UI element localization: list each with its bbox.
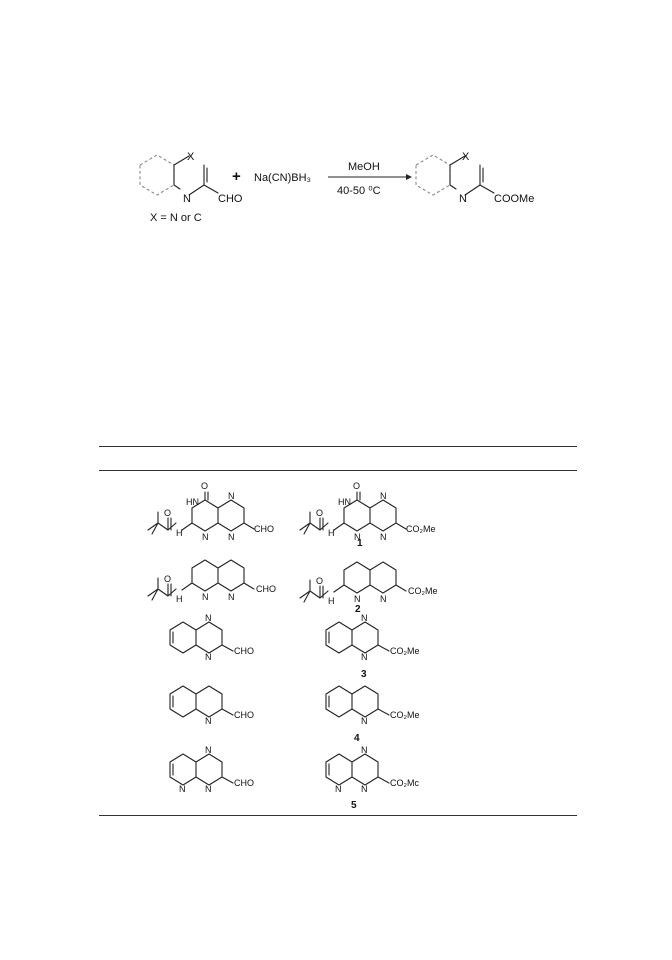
svg-text:N: N: [354, 532, 361, 542]
svg-text:N: N: [205, 652, 212, 662]
sm-cho-4: CHO: [234, 710, 254, 720]
sm-structure-4: [170, 686, 254, 726]
svg-text:N: N: [205, 716, 212, 726]
svg-text:N: N: [335, 784, 342, 794]
svg-text:HN: HN: [186, 497, 199, 507]
svg-text:N: N: [361, 784, 368, 794]
table-row-5: [170, 745, 419, 811]
table-row-2: [148, 560, 438, 615]
product-ester-3: CO₂Me: [390, 646, 420, 656]
svg-text:O: O: [164, 574, 172, 584]
sm-structure-2: [148, 560, 276, 604]
substrate-structure: [140, 151, 243, 224]
table-row-4: [170, 686, 420, 744]
table-structures: [0, 472, 672, 817]
compound-number-4: 4: [354, 733, 360, 744]
svg-text:N: N: [228, 532, 235, 542]
svg-text:N: N: [228, 592, 235, 602]
reaction-scheme: [0, 100, 672, 300]
product-structure: [416, 151, 534, 205]
svg-text:N: N: [380, 491, 387, 501]
product-structure-5: [326, 745, 419, 794]
substrate-caption: X = N or C: [150, 212, 202, 224]
sm-structure-3: [170, 613, 254, 662]
svg-text:O: O: [201, 481, 209, 491]
compound-number-2: 2: [355, 604, 361, 615]
table-row-1: [148, 481, 436, 549]
product-structure-2: [300, 562, 438, 606]
atom-n: N: [183, 193, 191, 205]
svg-text:N: N: [361, 745, 368, 755]
svg-text:N: N: [205, 784, 212, 794]
product-ester-5: CO₂Mc: [390, 778, 419, 788]
compound-number-3: 3: [361, 669, 367, 680]
product-structure-3: [326, 613, 420, 662]
sm-cho-3: CHO: [234, 646, 254, 656]
svg-text:N: N: [361, 652, 368, 662]
sm-cho-1: CHO: [254, 524, 274, 534]
svg-text:N: N: [228, 491, 235, 501]
svg-text:N: N: [380, 594, 387, 604]
sm-cho-5: CHO: [234, 778, 254, 788]
svg-text:N: N: [354, 594, 361, 604]
product-atom-x: X: [462, 151, 470, 163]
svg-text:N: N: [361, 716, 368, 726]
svg-text:H: H: [328, 528, 335, 538]
svg-text:O: O: [316, 508, 324, 518]
svg-text:N: N: [380, 532, 387, 542]
table-top-rule: [99, 446, 577, 447]
product-structure-1: [300, 481, 436, 542]
product-structure-4: [326, 686, 420, 726]
compound-number-1: 1: [357, 538, 363, 549]
product-coome: COOMe: [494, 193, 535, 205]
sm-structure-5: [170, 745, 254, 794]
substrate-cho: CHO: [218, 193, 243, 205]
svg-text:O: O: [164, 508, 172, 518]
svg-text:H: H: [176, 594, 183, 604]
product-atom-n: N: [459, 193, 467, 205]
product-ester-4: CO₂Me: [390, 710, 420, 720]
svg-text:N: N: [205, 745, 212, 755]
sm-cho-2: CHO: [256, 584, 276, 594]
plus-sign: +: [232, 168, 241, 185]
reaction-arrow: [328, 174, 412, 180]
svg-text:H: H: [176, 528, 183, 538]
svg-text:N: N: [361, 613, 368, 623]
svg-text:O: O: [353, 481, 361, 491]
product-ester-2: CO₂Me: [408, 586, 438, 596]
svg-text:H: H: [328, 596, 335, 606]
solvent-label: MeOH: [348, 161, 380, 173]
svg-text:N: N: [179, 784, 186, 794]
table-row-3: [170, 613, 420, 680]
product-ester-1: CO₂Me: [406, 524, 436, 534]
temperature-label: 40-50 ⁰C: [337, 185, 381, 197]
svg-text:O: O: [316, 576, 324, 586]
svg-text:N: N: [205, 613, 212, 623]
svg-text:N: N: [202, 532, 209, 542]
svg-text:HN: HN: [338, 497, 351, 507]
svg-text:N: N: [202, 592, 209, 602]
atom-x: X: [187, 151, 195, 163]
sm-structure-1: [148, 481, 274, 542]
compound-number-5: 5: [351, 800, 357, 811]
reagent: Na(CN)BH₃: [254, 172, 312, 184]
table-header-rule: [99, 470, 577, 471]
